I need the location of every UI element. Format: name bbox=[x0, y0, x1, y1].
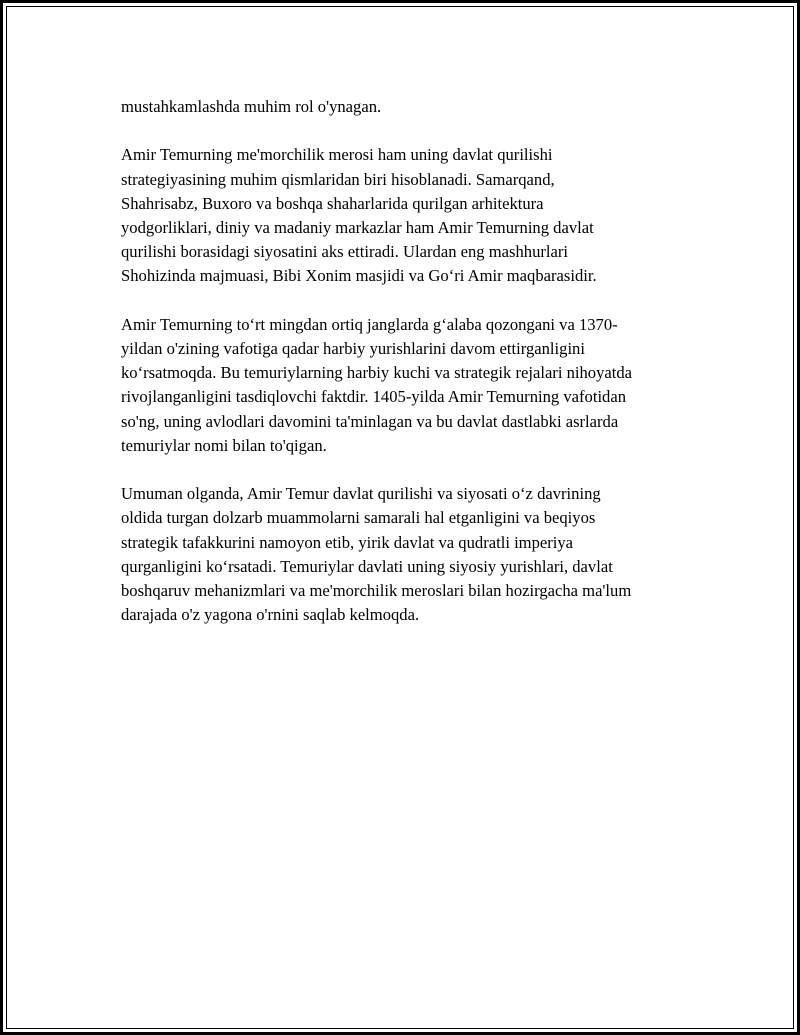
paragraph-4: Umuman olganda, Amir Temur davlat qurilishi va siyosati o‘z davrining oldida turgan dolzarb muammolarni samarali hal etganligini va beqiyos strategik tafakkurini namoyon etib, yirik davlat va qudratli imperiya qurganligini ko‘rsatadi. Temuriylar davlati uning siyosiy yurishlari, davlat boshqaruv mehanizmlari va me'morchilik meroslari bilan hozirgacha ma'lum darajada o'z yagona o'rnini saqlab kelmoqda. bbox=[121, 484, 632, 625]
paragraph-1: mustahkamlashda muhim rol o'ynagan. bbox=[121, 97, 382, 116]
document-body bbox=[121, 95, 691, 652]
paragraph-2: Amir Temurning me'morchilik merosi ham uning davlat qurilishi strategiyasining muhim qismlaridan biri hisoblanadi. Samarqand, Shahrisabz, Buxoro va boshqa shaharlarida qurilgan arhitektura yodgorliklari, diniy va madaniy markazlar ham Amir Temurning davlat qurilishi borasidagi siyosatini aks ettiradi. Ulardan eng mashhurlari Shohizinda majmuasi, Bibi Xonim masjidi va Go‘ri Amir maqbarasidir. bbox=[121, 145, 597, 286]
paragraph-3: Amir Temurning to‘rt mingdan ortiq janglarda g‘alaba qozongani va 1370- yildan o'zining vafotiga qadar harbiy yurishlarini davom ettirganligini ko‘rsatmoqda. Bu temuriylarning harbiy kuchi va strategik rejalari nihoyatda rivojlanganligini tasdiqlovchi faktdir. 1405-yilda Amir Temurning vafotidan so'ng, uning avlodlari davomini ta'minlagan va bu davlat dastlabki asrlarda temuriylar nomi bilan to'qigan. bbox=[121, 314, 633, 455]
